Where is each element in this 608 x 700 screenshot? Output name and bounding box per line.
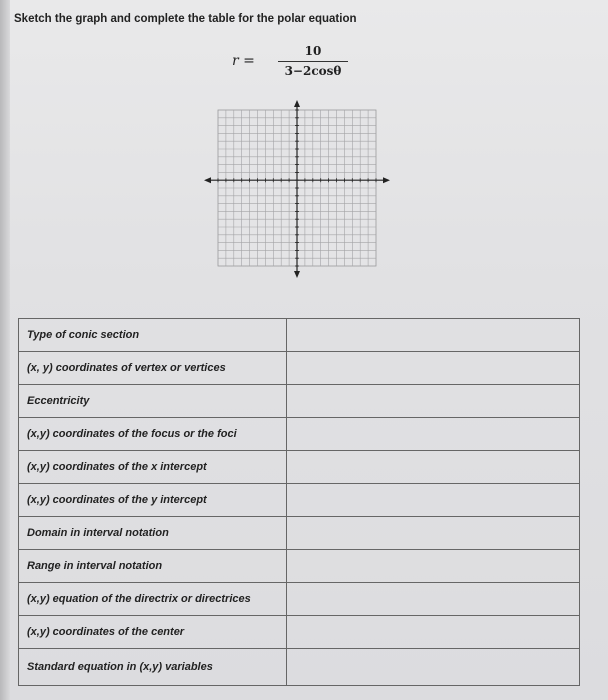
row-label: (x,y) equation of the directrix or directrices bbox=[19, 583, 287, 616]
answer-cell[interactable] bbox=[287, 352, 580, 385]
equation-numerator: 10 bbox=[304, 44, 322, 58]
row-label: (x, y) coordinates of vertex or vertices bbox=[19, 352, 287, 385]
row-label: Standard equation in (x,y) variables bbox=[19, 649, 287, 686]
coordinate-grid bbox=[204, 100, 394, 278]
grid-svg bbox=[204, 100, 394, 278]
answer-cell[interactable] bbox=[287, 319, 580, 352]
row-label: Eccentricity bbox=[19, 385, 287, 418]
table-row bbox=[19, 451, 580, 484]
row-label: Range in interval notation bbox=[19, 550, 287, 583]
y-axis-arrow-down bbox=[294, 271, 300, 278]
answer-cell[interactable] bbox=[287, 418, 580, 451]
answer-cell[interactable] bbox=[287, 517, 580, 550]
table-row bbox=[19, 418, 580, 451]
row-label: Type of conic section bbox=[19, 319, 287, 352]
row-label: (x,y) coordinates of the focus or the foci bbox=[19, 418, 287, 451]
table-row bbox=[19, 319, 580, 352]
page-edge bbox=[0, 0, 10, 700]
worksheet-title: Sketch the graph and complete the table for the polar equation bbox=[14, 13, 357, 25]
table-row bbox=[19, 616, 580, 649]
row-label: (x,y) coordinates of the center bbox=[19, 616, 287, 649]
fraction-bar bbox=[278, 61, 348, 62]
table-row bbox=[19, 352, 580, 385]
conic-properties-table bbox=[18, 318, 580, 686]
answer-cell[interactable] bbox=[287, 385, 580, 418]
equation-lhs: r = bbox=[232, 53, 255, 69]
answer-cell[interactable] bbox=[287, 484, 580, 517]
row-label: (x,y) coordinates of the y intercept bbox=[19, 484, 287, 517]
x-axis-arrow-left bbox=[204, 177, 211, 183]
y-axis-arrow-up bbox=[294, 100, 300, 107]
table-row bbox=[19, 649, 580, 686]
answer-cell[interactable] bbox=[287, 649, 580, 686]
table-row bbox=[19, 550, 580, 583]
table-row bbox=[19, 484, 580, 517]
answer-cell[interactable] bbox=[287, 550, 580, 583]
equation-denominator: 3−2cosθ bbox=[284, 64, 342, 78]
table-row bbox=[19, 385, 580, 418]
x-axis-arrow-right bbox=[383, 177, 390, 183]
table-row bbox=[19, 517, 580, 550]
answer-cell[interactable] bbox=[287, 451, 580, 484]
answer-cell[interactable] bbox=[287, 616, 580, 649]
equation-fraction bbox=[278, 44, 348, 78]
table-row bbox=[19, 583, 580, 616]
answer-cell[interactable] bbox=[287, 583, 580, 616]
row-label: (x,y) coordinates of the x intercept bbox=[19, 451, 287, 484]
row-label: Domain in interval notation bbox=[19, 517, 287, 550]
